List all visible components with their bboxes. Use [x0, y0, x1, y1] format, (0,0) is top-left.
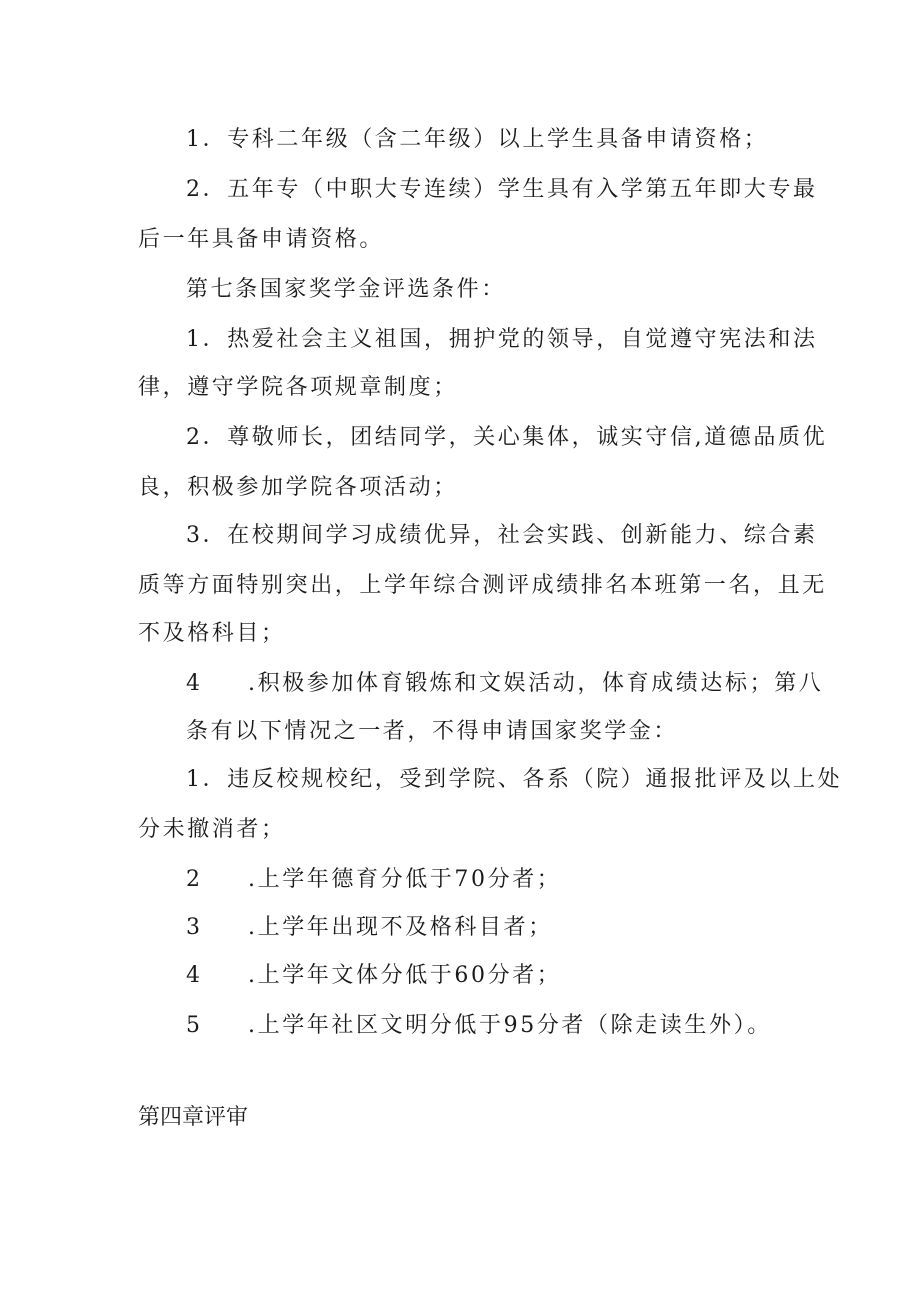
text-line: 分未撤消者；	[138, 817, 286, 842]
text-line: 条有以下情况之一者，不得申请国家奖学金：	[186, 719, 679, 744]
item-dot: .	[248, 671, 258, 696]
text-line	[186, 914, 553, 942]
item-text: 积极参加体育锻炼和文娱活动，体育成绩达标；第八	[257, 671, 824, 696]
item-dot: .	[248, 1013, 258, 1038]
item-dot: .	[248, 915, 258, 940]
text-line: 良，积极参加学院各项活动；	[138, 475, 458, 500]
item-text: 上学年出现不及格科目者；	[257, 915, 553, 940]
text-line: 1．违反校规校纪，受到学院、各系（院）通报批评及以上处	[186, 767, 843, 792]
text-line	[186, 670, 823, 698]
text-line: 3．在校期间学习成绩优异，社会实践、创新能力、综合素	[186, 523, 818, 548]
item-text: 上学年社区文明分低于95分者（除走读生外）。	[257, 1013, 772, 1038]
item-number: 2	[186, 867, 203, 892]
item-number: 4	[186, 963, 203, 988]
chapter-heading: 第四章评审	[138, 1105, 249, 1130]
item-dot: .	[248, 963, 258, 988]
text-line	[186, 1012, 772, 1040]
text-line	[186, 962, 561, 990]
text-line: 律，遵守学院各项规章制度；	[138, 375, 458, 400]
item-text: 上学年文体分低于60分者；	[257, 963, 562, 988]
text-line: 不及格科目；	[138, 621, 286, 646]
text-line: 2．尊敬师长，团结同学，关心集体，诚实守信,道德品质优	[186, 425, 828, 450]
text-line: 1．热爱社会主义祖国，拥护党的领导，自觉遵守宪法和法	[186, 327, 818, 352]
text-line: 后一年具备申请资格。	[138, 227, 385, 252]
text-line	[186, 866, 561, 894]
item-number: 4	[186, 671, 203, 696]
item-dot: .	[248, 867, 258, 892]
item-text: 上学年德育分低于70分者；	[257, 867, 562, 892]
item-number: 5	[186, 1013, 203, 1038]
text-line: 质等方面特别突出，上学年综合测评成绩排名本班第一名，且无	[138, 573, 827, 598]
text-line: 1．专科二年级（含二年级）以上学生具备申请资格；	[186, 127, 769, 152]
text-line: 2．五年专（中职大专连续）学生具有入学第五年即大专最	[186, 177, 818, 202]
section-heading: 第七条国家奖学金评选条件：	[186, 277, 506, 302]
item-number: 3	[186, 915, 203, 940]
